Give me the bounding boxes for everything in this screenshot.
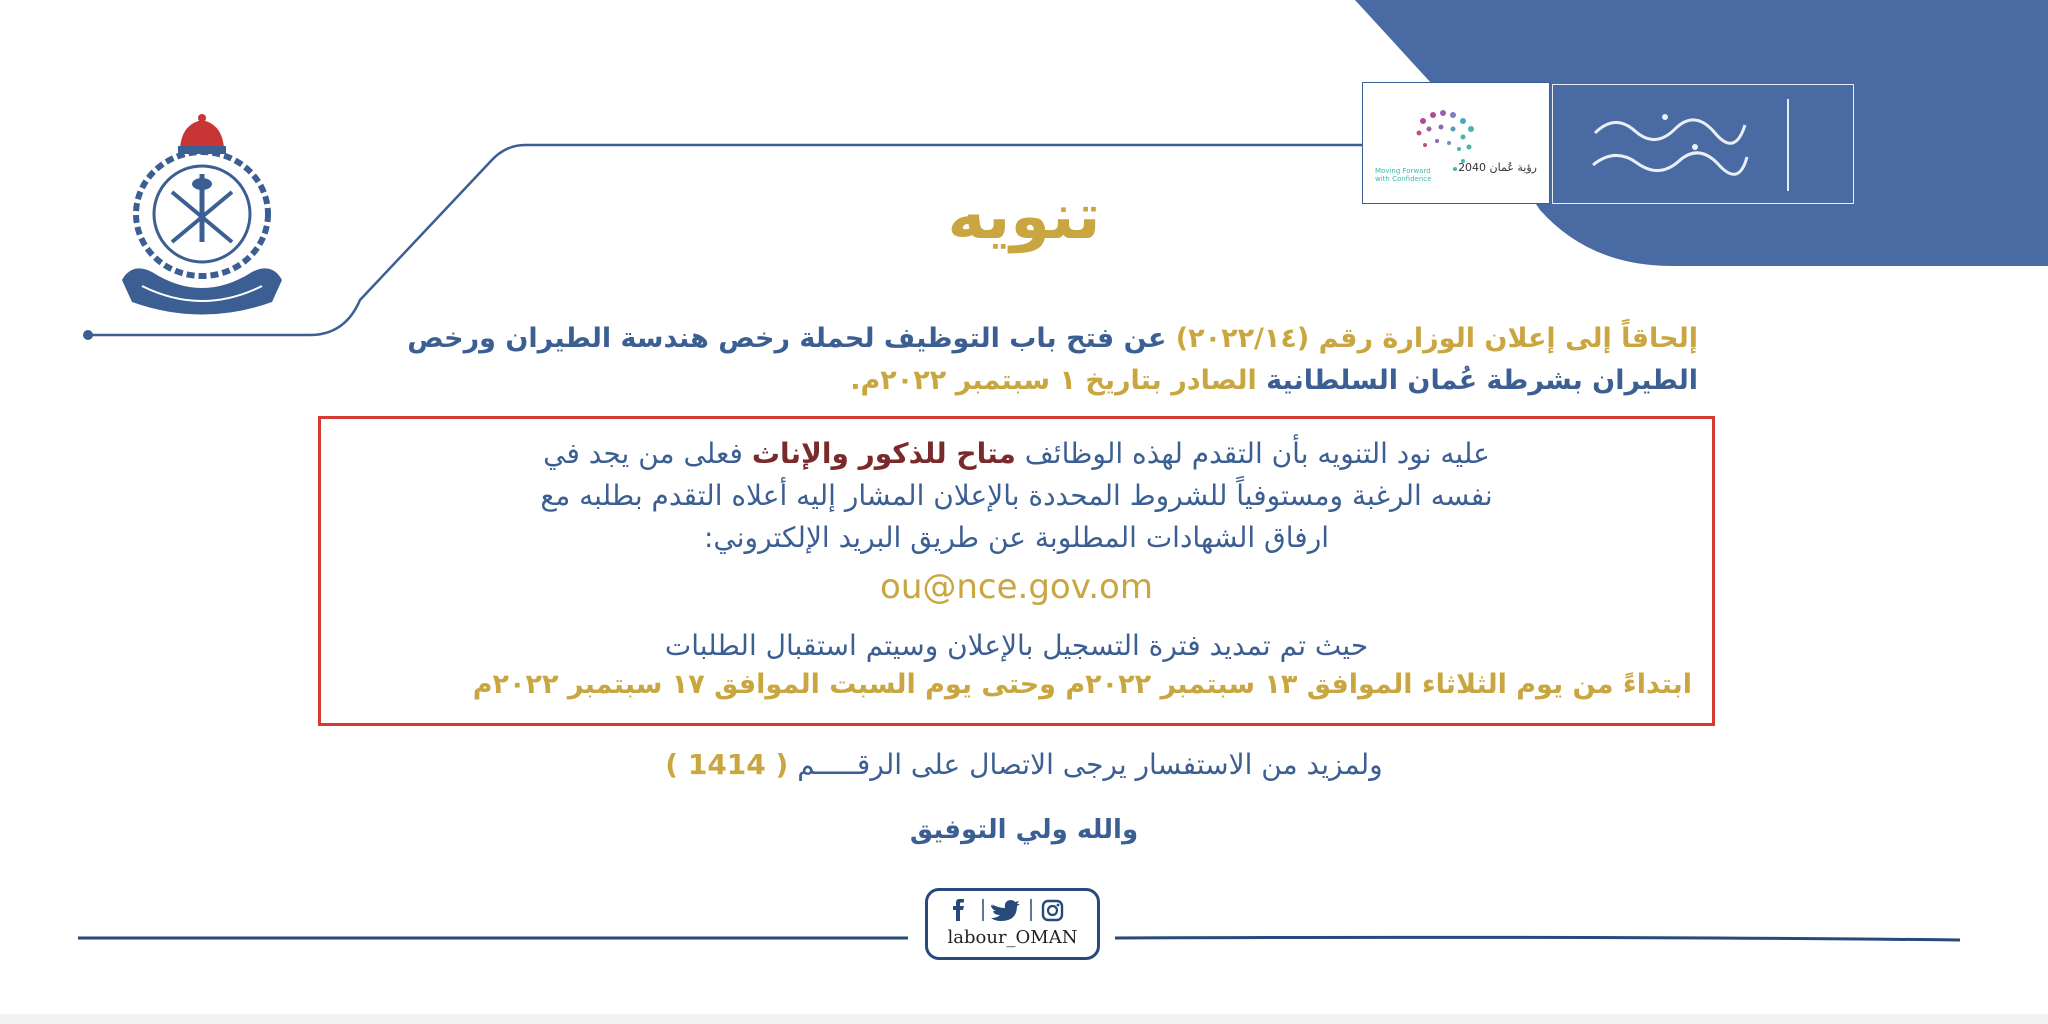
- twitter-icon[interactable]: [991, 900, 1020, 921]
- notice-highlight: متاح للذكور والإناث: [751, 437, 1016, 470]
- notice-line-2: نفسه الرغبة ومستوفياً للشروط المحددة بالإعلان المشار إليه أعلاه التقدم بطلبه مع: [540, 479, 1493, 512]
- vision-logo-text: رؤية عُمان 2040: [1458, 161, 1537, 174]
- intro-announcement-ref: إلحاقاً إلى إعلان الوزارة رقم (٢٠٢٢/١٤): [1175, 323, 1698, 354]
- intro-date: الصادر بتاريخ ١ سبتمبر ٢٠٢٢م.: [850, 365, 1267, 396]
- ministry-calligraphy-icon: [1575, 103, 1755, 187]
- facebook-icon[interactable]: [953, 899, 964, 921]
- vision-logo-tagline: Moving Forward with Confidence: [1375, 167, 1432, 183]
- social-handle[interactable]: labour_OMAN: [947, 927, 1078, 948]
- email-link[interactable]: ou@nce.gov.om: [880, 567, 1153, 607]
- intro-body: عن فتح باب التوظيف لحملة رخص هندسة الطيران ورخص الطيران بشرطة عُمان السلطانية: [407, 323, 1698, 396]
- instagram-icon[interactable]: [1043, 901, 1062, 920]
- connector-dot: [83, 330, 93, 340]
- inquiry-number: ( 1414 ): [665, 748, 789, 781]
- notice-box: [318, 416, 1715, 726]
- inquiry-text: ولمزيد من الاستفسار يرجى الاتصال على الرقـــــم: [797, 748, 1383, 781]
- closing-text: والله ولي التوفيق: [909, 815, 1139, 845]
- notice-dates: ابتداءً من يوم الثلاثاء الموافق ١٣ سبتمبر ٢٠٢٢م وحتى يوم السبت الموافق ١٧ سبتمبر ٢٠٢٢م: [472, 669, 1692, 700]
- intro-paragraph: [298, 318, 1698, 402]
- social-icons: [928, 891, 1103, 931]
- social-media-box: [925, 888, 1100, 960]
- footer-line-right: [1115, 937, 1960, 940]
- page-title: تنويه: [947, 180, 1101, 254]
- inquiry-line: [0, 748, 2048, 781]
- notice-line-3: ارفاق الشهادات المطلوبة عن طريق البريد الإلكتروني:: [703, 521, 1329, 554]
- notice-line-1-a: عليه نود التنويه بأن التقدم لهذه الوظائف: [1015, 437, 1490, 470]
- notice-line-1: [321, 437, 1712, 470]
- notice-line-5: حيث تم تمديد فترة التسجيل بالإعلان وسيتم استقبال الطلبات: [664, 629, 1369, 662]
- notice-line-1-c: فعلى من يجد في: [543, 437, 752, 470]
